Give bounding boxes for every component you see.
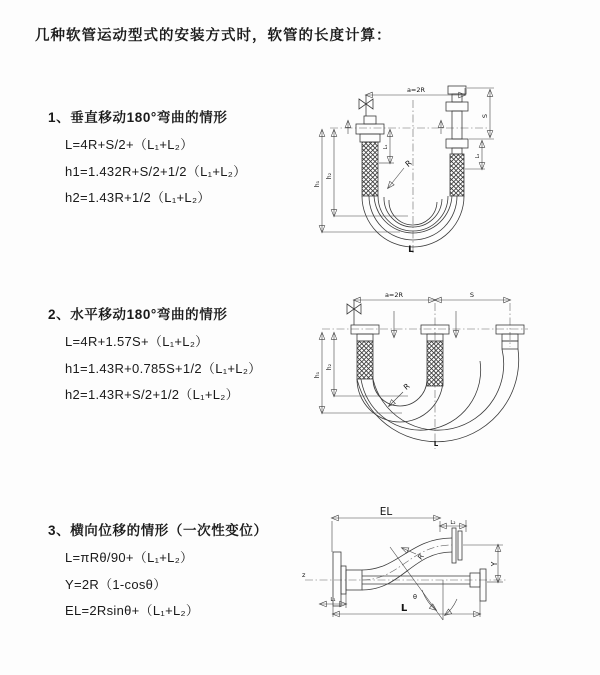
section-1-formulas (65, 132, 246, 212)
left-flange (333, 552, 362, 606)
dimension-l2 (440, 520, 466, 532)
d2-dim-a-label: a=2R (384, 291, 404, 299)
right-flange-leg (446, 86, 468, 196)
dimension-l1 (379, 130, 394, 163)
d1-radius-label: R (403, 158, 414, 169)
dimension-s (435, 291, 510, 300)
section-2-formulas (65, 329, 261, 409)
d1-dim-a-label: a=2R (406, 86, 426, 94)
diagram-lateral-displacement (300, 500, 600, 655)
valve-icon (359, 95, 373, 116)
valve-icon (347, 300, 361, 325)
flow-arrows (394, 311, 456, 337)
formula-h1: h1=1.43R+0.785S+1/2（L₁+L₂） (65, 360, 262, 376)
radius-callout (389, 381, 412, 406)
page-title: 几种软管运动型式的安装方式时，软管的长度计算： (35, 28, 392, 44)
d3-dim-y-label: Y (490, 561, 499, 567)
formula-y: Y=2R（1-cosθ） (65, 576, 167, 592)
d2-length-label: L (433, 440, 439, 448)
d1-length-label: L (408, 245, 414, 255)
formula-length: L=πRθ/90+（L₁+L₂） (65, 550, 194, 565)
d3-axis-mark: z (302, 571, 306, 579)
left-flange-leg (351, 325, 379, 379)
d2-dim-h2-label: h₂ (326, 363, 333, 371)
top-right-flange (452, 528, 462, 563)
dimension-l (333, 601, 480, 617)
center-flange-leg (421, 325, 449, 386)
d2-dim-s-label: S (469, 291, 475, 299)
dimension-s (467, 88, 494, 139)
d1-dim-h2-label: h₂ (326, 172, 333, 180)
d1-dim-s-label: S (481, 113, 489, 119)
section-2-heading: 2、水平移动180°弯曲的情形 (48, 307, 228, 322)
d1-dim-l1-label: L₁ (383, 144, 389, 150)
s-curve-hose (362, 538, 452, 590)
formula-h2: h2=1.43R+1/2（L₁+L₂） (65, 190, 211, 205)
d3-radius-label: R (416, 552, 426, 562)
d2-dim-h1-label: h₁ (314, 371, 321, 379)
diagram-horizontal-180-bend (310, 283, 600, 453)
d2-radius-label: R (401, 381, 412, 392)
section-1-heading: 1、垂直移动180°弯曲的情形 (48, 110, 228, 125)
formula-el: EL=2Rsinθ+（L₁+L₂） (65, 603, 200, 618)
flow-arrows (348, 121, 441, 134)
radius-callout (388, 158, 414, 188)
section-3-heading: 3、横向位移的情形（一次性变位） (48, 523, 268, 538)
dimension-y (463, 545, 503, 582)
d3-dim-el-label: EL (379, 506, 393, 518)
section-3-formulas (65, 545, 268, 625)
d3-dim-l1-label: L₁ (330, 597, 336, 603)
radius-callout (402, 548, 426, 561)
right-flange (470, 569, 486, 601)
section-vertical-movement (48, 106, 246, 212)
d3-angle-label: θ (413, 593, 417, 601)
dimension-a-2r (354, 291, 435, 300)
formula-h2: h2=1.43R+S/2+1/2（L₁+L₂） (65, 387, 239, 402)
formula-length: L=4R+S/2+（L₁+L₂） (65, 137, 194, 152)
diagram-vertical-180-bend (312, 76, 592, 256)
formula-length: L=4R+1.57S+（L₁+L₂） (65, 334, 209, 349)
d1-dim-h1-label: h₁ (314, 180, 321, 188)
d3-dim-l2-label: L₂ (450, 520, 456, 526)
section-lateral-displacement (48, 519, 268, 625)
d3-length-label: L (400, 603, 408, 614)
dimension-el (332, 506, 440, 552)
d1-dim-l2-label: L₂ (475, 153, 481, 159)
section-horizontal-movement (48, 303, 261, 409)
formula-h1: h1=1.432R+S/2+1/2（L₁+L₂） (65, 163, 247, 179)
